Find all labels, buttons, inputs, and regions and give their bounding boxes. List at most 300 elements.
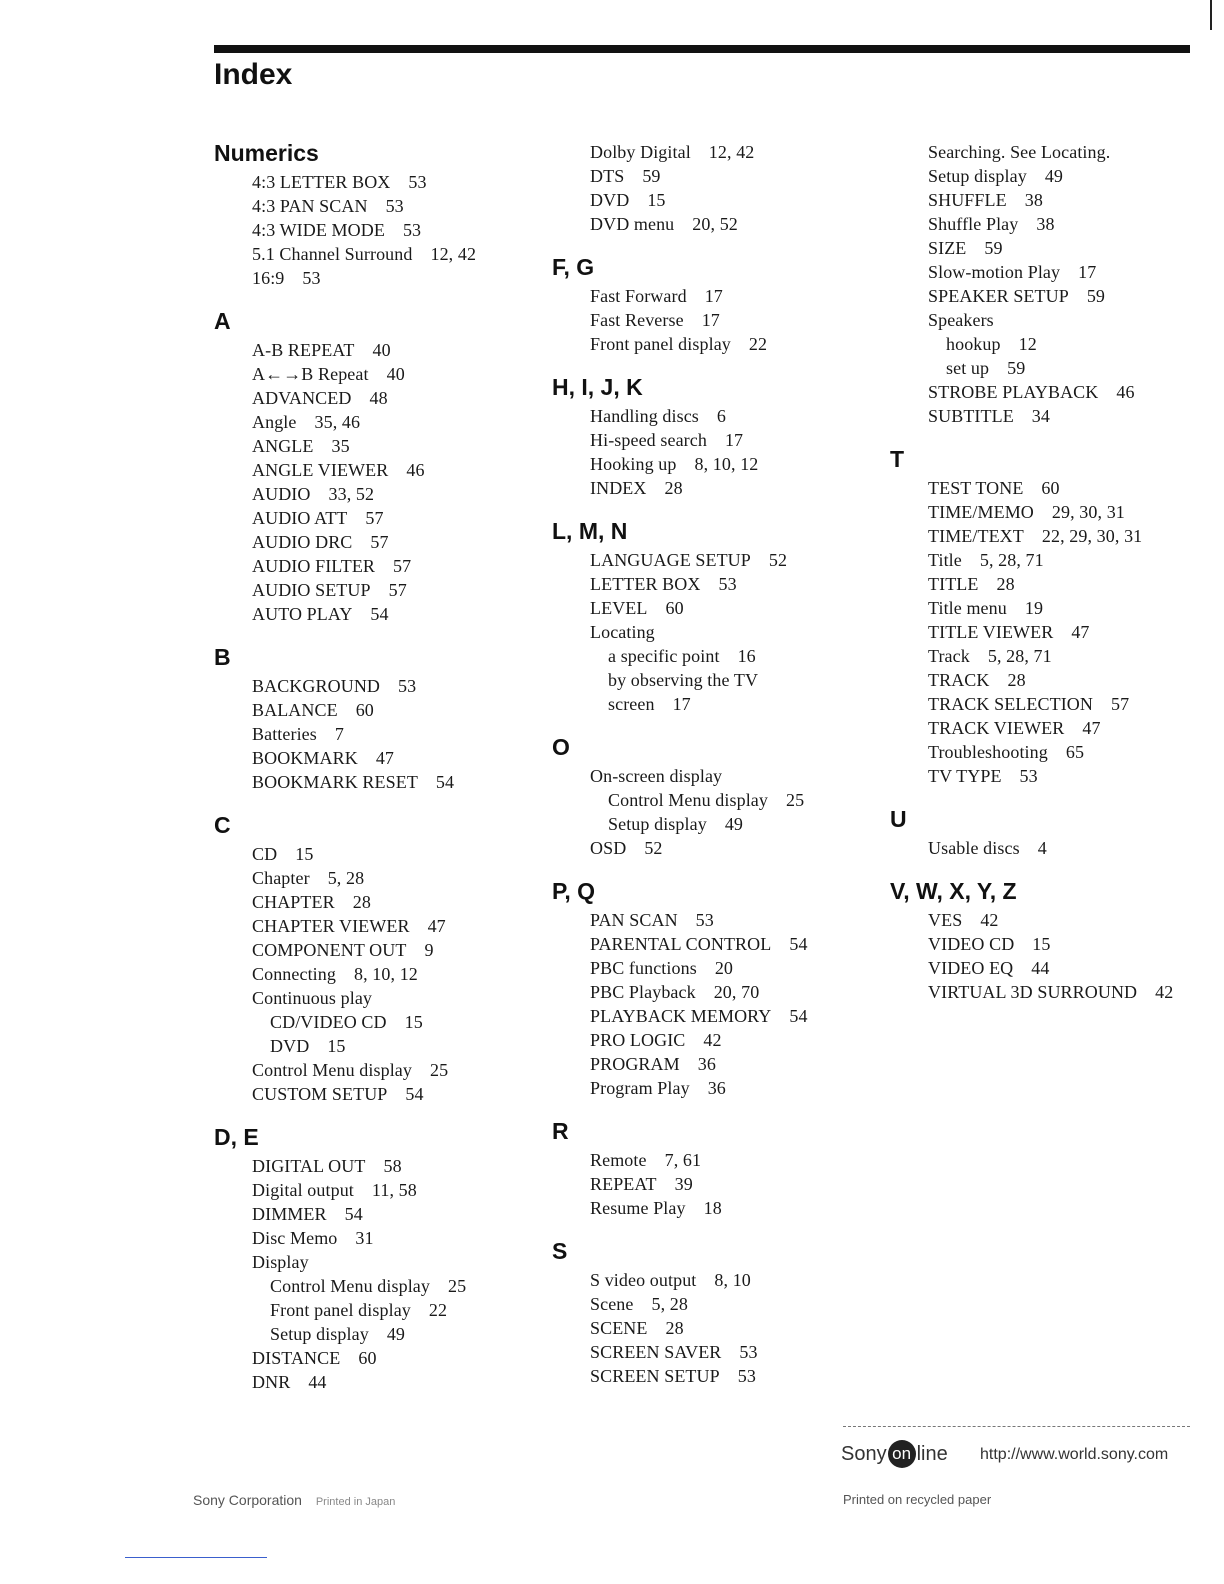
index-entry — [552, 596, 882, 620]
index-entry — [552, 1292, 882, 1316]
index-entry — [214, 866, 544, 890]
entry-term: Scene — [590, 1294, 634, 1314]
entry-pages: 38 — [1024, 190, 1043, 210]
entry-pages: 5, 28 — [651, 1294, 688, 1314]
entry-pages: 52 — [768, 550, 788, 570]
entry-pages: 33, 52 — [328, 484, 375, 504]
index-entry — [214, 1202, 544, 1226]
index-entry — [890, 548, 1210, 572]
index-entry — [890, 476, 1210, 500]
entry-term: Fast Reverse — [590, 310, 684, 330]
entry-pages: 58 — [383, 1156, 402, 1176]
page-title: Index — [214, 58, 293, 91]
entry-pages: 49 — [724, 814, 744, 834]
index-entry — [214, 698, 544, 722]
index-entry — [214, 578, 544, 602]
entry-term: PARENTAL CONTROL — [590, 934, 772, 954]
entry-pages: 16 — [737, 646, 756, 666]
entry-term: 16:9 — [252, 268, 285, 288]
index-entry — [552, 164, 882, 188]
entry-pages: 60 — [358, 1348, 377, 1368]
index-column-1 — [214, 138, 544, 1394]
index-entry — [890, 644, 1210, 668]
entry-pages: 47 — [427, 916, 446, 936]
index-entry — [552, 812, 882, 836]
index-entry — [552, 1028, 882, 1052]
entry-term: PLAYBACK MEMORY — [590, 1006, 772, 1026]
entry-term: REPEAT — [590, 1174, 657, 1194]
index-entry — [214, 602, 544, 626]
entry-pages: 57 — [393, 556, 412, 576]
entry-term: DNR — [252, 1372, 291, 1392]
index-section — [552, 516, 882, 716]
index-entry — [214, 746, 544, 770]
entry-term: Speakers — [928, 310, 994, 330]
entry-pages: 28 — [352, 892, 371, 912]
entry-term: TIME/TEXT — [928, 526, 1024, 546]
index-entry — [552, 620, 882, 644]
index-entry — [214, 434, 544, 458]
index-entry — [890, 188, 1210, 212]
index-section — [552, 732, 882, 860]
entry-pages: 47 — [1082, 718, 1101, 738]
index-entry — [214, 362, 544, 386]
entry-term: Resume Play — [590, 1198, 686, 1218]
entry-term: VES — [928, 910, 963, 930]
entry-pages: 59 — [984, 238, 1003, 258]
scan-edge-mark — [125, 1557, 267, 1558]
entry-term: PBC Playback — [590, 982, 696, 1002]
entry-term: Disc Memo — [252, 1228, 338, 1248]
index-section — [552, 138, 882, 236]
header-rule — [214, 45, 1190, 53]
entry-pages: 52 — [644, 838, 663, 858]
entry-term: Title menu — [928, 598, 1007, 618]
index-entry — [890, 836, 1210, 860]
index-entry — [890, 596, 1210, 620]
index-entry — [552, 476, 882, 500]
entry-term: CHAPTER — [252, 892, 335, 912]
entry-pages: 42 — [1155, 982, 1174, 1002]
entry-term: AUDIO ATT — [252, 508, 348, 528]
entry-pages: 9 — [424, 940, 434, 960]
entry-pages: 42 — [980, 910, 999, 930]
index-entry — [214, 482, 544, 506]
entry-pages: 17 — [704, 286, 723, 306]
index-entry — [214, 1346, 544, 1370]
index-entry — [552, 1364, 882, 1388]
entry-term: SIZE — [928, 238, 967, 258]
index-section — [214, 810, 544, 1106]
entry-pages: 54 — [789, 1006, 808, 1026]
index-entry — [214, 554, 544, 578]
entry-term: AUDIO FILTER — [252, 556, 376, 576]
brand-line: line — [916, 1442, 948, 1465]
index-entry — [552, 1052, 882, 1076]
entry-term: Fast Forward — [590, 286, 687, 306]
entry-term: SCREEN SAVER — [590, 1342, 722, 1362]
entry-pages: 5, 28, 71 — [987, 646, 1052, 666]
entry-term: SCENE — [590, 1318, 648, 1338]
index-entry — [890, 572, 1210, 596]
index-entry — [552, 1340, 882, 1364]
company-name: Sony Corporation — [193, 1492, 302, 1508]
index-entry — [890, 500, 1210, 524]
entry-term: DVD — [270, 1036, 310, 1056]
entry-term: Front panel display — [590, 334, 731, 354]
entry-pages: 12, 42 — [430, 244, 477, 264]
index-entry — [214, 986, 544, 1010]
section-heading: R — [552, 1118, 569, 1144]
entry-pages: 53 — [402, 220, 422, 240]
entry-pages: 42 — [703, 1030, 722, 1050]
index-entry — [552, 404, 882, 428]
entry-term: Slow-motion Play — [928, 262, 1061, 282]
entry-term: A-B REPEAT — [252, 340, 355, 360]
entry-term: STROBE PLAYBACK — [928, 382, 1099, 402]
entry-term: INDEX — [590, 478, 647, 498]
entry-pages: 28 — [665, 1318, 684, 1338]
entry-pages: 31 — [355, 1228, 374, 1248]
entry-term: Control Menu display — [270, 1276, 430, 1296]
index-entry — [890, 524, 1210, 548]
entry-term: AUDIO DRC — [252, 532, 353, 552]
index-entry — [890, 740, 1210, 764]
entry-term: SPEAKER SETUP — [928, 286, 1069, 306]
index-entry — [890, 620, 1210, 644]
entry-pages: 47 — [375, 748, 395, 768]
entry-pages: 8, 10 — [714, 1270, 751, 1290]
entry-pages: 40 — [372, 340, 391, 360]
entry-pages: 49 — [1044, 166, 1064, 186]
index-entry — [214, 1010, 544, 1034]
index-section — [552, 372, 882, 500]
entry-pages: 25 — [430, 1060, 449, 1080]
entry-pages: 53 — [302, 268, 321, 288]
entry-term: Usable discs — [928, 838, 1020, 858]
index-entry — [890, 956, 1210, 980]
entry-term: Chapter — [252, 868, 310, 888]
entry-term: ADVANCED — [252, 388, 352, 408]
entry-term: ANGLE VIEWER — [252, 460, 389, 480]
index-entry — [214, 530, 544, 554]
brand-sony: Sony — [841, 1442, 887, 1465]
entry-pages: 53 — [398, 676, 417, 696]
entry-pages: 65 — [1065, 742, 1085, 762]
section-heading: A — [214, 308, 231, 334]
index-entry — [890, 980, 1210, 1004]
entry-term: PROGRAM — [590, 1054, 680, 1074]
index-entry — [552, 764, 882, 788]
index-entry — [552, 1316, 882, 1340]
entry-pages: 17 — [1078, 262, 1097, 282]
index-entry — [214, 1178, 544, 1202]
index-entry — [890, 380, 1210, 404]
index-section — [552, 252, 882, 356]
index-entry — [214, 1370, 544, 1394]
entry-term: VIDEO EQ — [928, 958, 1014, 978]
index-entry — [552, 980, 882, 1004]
section-heading: D, E — [214, 1124, 259, 1150]
index-column-3 — [890, 138, 1210, 1004]
entry-pages: 28 — [1007, 670, 1026, 690]
entry-pages: 57 — [1111, 694, 1130, 714]
index-entry — [214, 1274, 544, 1298]
recycled-note: Printed on recycled paper — [843, 1492, 992, 1507]
index-section — [214, 138, 544, 290]
index-entry — [214, 1058, 544, 1082]
entry-term: OSD — [590, 838, 627, 858]
entry-pages: 22 — [428, 1300, 448, 1320]
entry-pages: 48 — [369, 388, 388, 408]
index-entry — [214, 194, 544, 218]
entry-pages: 17 — [672, 694, 691, 714]
entry-pages: 19 — [1024, 598, 1044, 618]
index-entry — [214, 458, 544, 482]
entry-term: DTS — [590, 166, 625, 186]
entry-term: Continuous play — [252, 988, 373, 1008]
entry-term: Locating — [590, 622, 655, 642]
entry-term: 4:3 WIDE MODE — [252, 220, 385, 240]
entry-pages: 15 — [647, 190, 666, 210]
index-entry — [552, 668, 882, 692]
index-entry — [214, 722, 544, 746]
index-entry — [214, 506, 544, 530]
index-entry — [214, 170, 544, 194]
entry-term: hookup — [946, 334, 1001, 354]
section-heading: U — [890, 806, 907, 832]
entry-term: LEVEL — [590, 598, 648, 618]
entry-pages: 53 — [385, 196, 404, 216]
entry-term: Front panel display — [270, 1300, 411, 1320]
entry-pages: 28 — [996, 574, 1015, 594]
index-entry — [552, 452, 882, 476]
entry-term: TITLE VIEWER — [928, 622, 1054, 642]
index-entry — [214, 1322, 544, 1346]
entry-term: PAN SCAN — [590, 910, 678, 930]
entry-pages: 57 — [365, 508, 384, 528]
index-section — [214, 306, 544, 626]
entry-term: 5.1 Channel Surround — [252, 244, 413, 264]
entry-pages: 57 — [370, 532, 389, 552]
index-section — [890, 138, 1210, 428]
entry-term: SCREEN SETUP — [590, 1366, 720, 1386]
entry-term: CUSTOM SETUP — [252, 1084, 388, 1104]
entry-pages: 8, 10, 12 — [694, 454, 759, 474]
index-entry — [214, 962, 544, 986]
index-entry — [552, 644, 882, 668]
sony-online-logo — [841, 1440, 948, 1468]
index-entry — [890, 668, 1210, 692]
entry-term: CD — [252, 844, 278, 864]
index-section — [890, 804, 1210, 860]
index-entry — [890, 332, 1210, 356]
index-entry — [552, 1004, 882, 1028]
entry-term: Setup display — [270, 1324, 369, 1344]
section-heading: B — [214, 644, 231, 670]
entry-pages: 25 — [786, 790, 805, 810]
entry-pages: 36 — [707, 1078, 726, 1098]
index-section — [552, 876, 882, 1100]
entry-pages: 29, 30, 31 — [1051, 502, 1125, 522]
index-entry — [214, 914, 544, 938]
entry-pages: 54 — [344, 1204, 363, 1224]
entry-term: TITLE — [928, 574, 979, 594]
entry-term: Batteries — [252, 724, 317, 744]
index-entry — [890, 932, 1210, 956]
entry-pages: 7, 61 — [664, 1150, 702, 1170]
entry-term: Program Play — [590, 1078, 690, 1098]
index-entry — [214, 266, 544, 290]
entry-pages: 59 — [642, 166, 661, 186]
index-entry — [214, 410, 544, 434]
index-entry — [214, 1226, 544, 1250]
index-entry — [552, 836, 882, 860]
entry-pages: 17 — [701, 310, 720, 330]
entry-pages: 5, 28, 71 — [979, 550, 1044, 570]
entry-term: AUDIO — [252, 484, 311, 504]
index-entry — [890, 164, 1210, 188]
footer-divider — [843, 1426, 1190, 1428]
entry-term: CD/VIDEO CD — [270, 1012, 387, 1032]
section-heading: L, M, N — [552, 518, 628, 544]
entry-term: AUDIO SETUP — [252, 580, 371, 600]
entry-term: Dolby Digital — [590, 142, 691, 162]
printed-in: Printed in Japan — [315, 1496, 396, 1508]
entry-term: BOOKMARK — [252, 748, 358, 768]
entry-pages: 12, 42 — [708, 142, 755, 162]
brand-on: on — [888, 1440, 916, 1468]
index-section — [890, 444, 1210, 788]
index-entry — [890, 764, 1210, 788]
entry-pages: 59 — [1086, 286, 1106, 306]
entry-pages: 59 — [1007, 358, 1026, 378]
entry-term: Setup display — [928, 166, 1027, 186]
index-entry — [552, 1148, 882, 1172]
entry-pages: 53 — [718, 574, 737, 594]
section-heading: V, W, X, Y, Z — [890, 878, 1017, 904]
index-section — [214, 642, 544, 794]
entry-pages: 36 — [697, 1054, 716, 1074]
entry-pages: 20, 52 — [692, 214, 738, 234]
entry-term: Display — [252, 1252, 309, 1272]
section-heading: S — [552, 1238, 568, 1264]
entry-pages: 15 — [327, 1036, 346, 1056]
entry-term: TRACK — [928, 670, 990, 690]
index-entry — [552, 188, 882, 212]
entry-term: 4:3 PAN SCAN — [252, 196, 368, 216]
entry-pages: 17 — [724, 430, 744, 450]
entry-pages: 53 — [737, 1366, 756, 1386]
section-heading: T — [890, 446, 905, 472]
entry-term: LANGUAGE SETUP — [590, 550, 751, 570]
entry-term: set up — [946, 358, 990, 378]
entry-pages: 12 — [1018, 334, 1037, 354]
index-entry — [552, 332, 882, 356]
entry-term: SUBTITLE — [928, 406, 1014, 426]
entry-term: DISTANCE — [252, 1348, 341, 1368]
entry-pages: 44 — [1031, 958, 1050, 978]
entry-term: Title — [928, 550, 962, 570]
sony-url[interactable]: http://www.world.sony.com — [980, 1446, 1169, 1463]
index-entry — [890, 716, 1210, 740]
index-entry — [552, 1196, 882, 1220]
entry-pages: 57 — [388, 580, 407, 600]
index-entry — [890, 404, 1210, 428]
entry-pages: 15 — [1032, 934, 1051, 954]
entry-pages: 20 — [714, 958, 734, 978]
entry-pages: 54 — [789, 934, 808, 954]
entry-term: DVD — [590, 190, 630, 210]
index-entry — [214, 890, 544, 914]
entry-term: COMPONENT OUT — [252, 940, 407, 960]
entry-pages: 18 — [703, 1198, 722, 1218]
index-entry — [552, 692, 882, 716]
entry-pages: 60 — [1041, 478, 1060, 498]
index-entry — [552, 932, 882, 956]
entry-term: PBC functions — [590, 958, 697, 978]
section-heading: O — [552, 734, 570, 760]
index-entry — [890, 908, 1210, 932]
entry-term: DIMMER — [252, 1204, 327, 1224]
index-entry — [552, 1172, 882, 1196]
entry-term: Digital output — [252, 1180, 354, 1200]
index-entry — [552, 548, 882, 572]
index-entry — [214, 242, 544, 266]
index-entry — [552, 572, 882, 596]
index-entry — [552, 212, 882, 236]
entry-term: LETTER BOX — [590, 574, 701, 594]
entry-pages: 46 — [1116, 382, 1135, 402]
entry-pages: 5, 28 — [327, 868, 365, 888]
entry-pages: 53 — [1019, 766, 1038, 786]
index-entry — [890, 308, 1210, 332]
entry-pages: 35, 46 — [314, 412, 361, 432]
index-entry — [552, 788, 882, 812]
index-entry — [214, 674, 544, 698]
entry-term: S video output — [590, 1270, 697, 1290]
section-heading: F, G — [552, 254, 595, 280]
index-entry — [214, 770, 544, 794]
entry-pages: 60 — [355, 700, 374, 720]
entry-term: CHAPTER VIEWER — [252, 916, 410, 936]
section-heading: H, I, J, K — [552, 374, 643, 400]
section-heading: P, Q — [552, 878, 596, 904]
entry-pages: 35 — [331, 436, 350, 456]
index-entry — [552, 284, 882, 308]
index-section — [214, 1122, 544, 1394]
index-entry — [214, 386, 544, 410]
entry-term: Angle — [252, 412, 297, 432]
entry-pages: 22 — [748, 334, 768, 354]
entry-pages: 8, 10, 12 — [354, 964, 418, 984]
entry-term: 4:3 LETTER BOX — [252, 172, 391, 192]
entry-term: TV TYPE — [928, 766, 1002, 786]
entry-pages: 22, 29, 30, 31 — [1041, 526, 1143, 546]
index-section — [552, 1116, 882, 1220]
index-column-2 — [552, 138, 882, 1388]
index-entry — [214, 1082, 544, 1106]
index-entry — [214, 1034, 544, 1058]
entry-term: Control Menu display — [608, 790, 768, 810]
index-entry — [890, 140, 1210, 164]
index-entry — [552, 140, 882, 164]
entry-term: ANGLE — [252, 436, 314, 456]
index-entry — [552, 956, 882, 980]
index-entry — [214, 338, 544, 362]
index-entry — [890, 236, 1210, 260]
index-section — [890, 876, 1210, 1004]
